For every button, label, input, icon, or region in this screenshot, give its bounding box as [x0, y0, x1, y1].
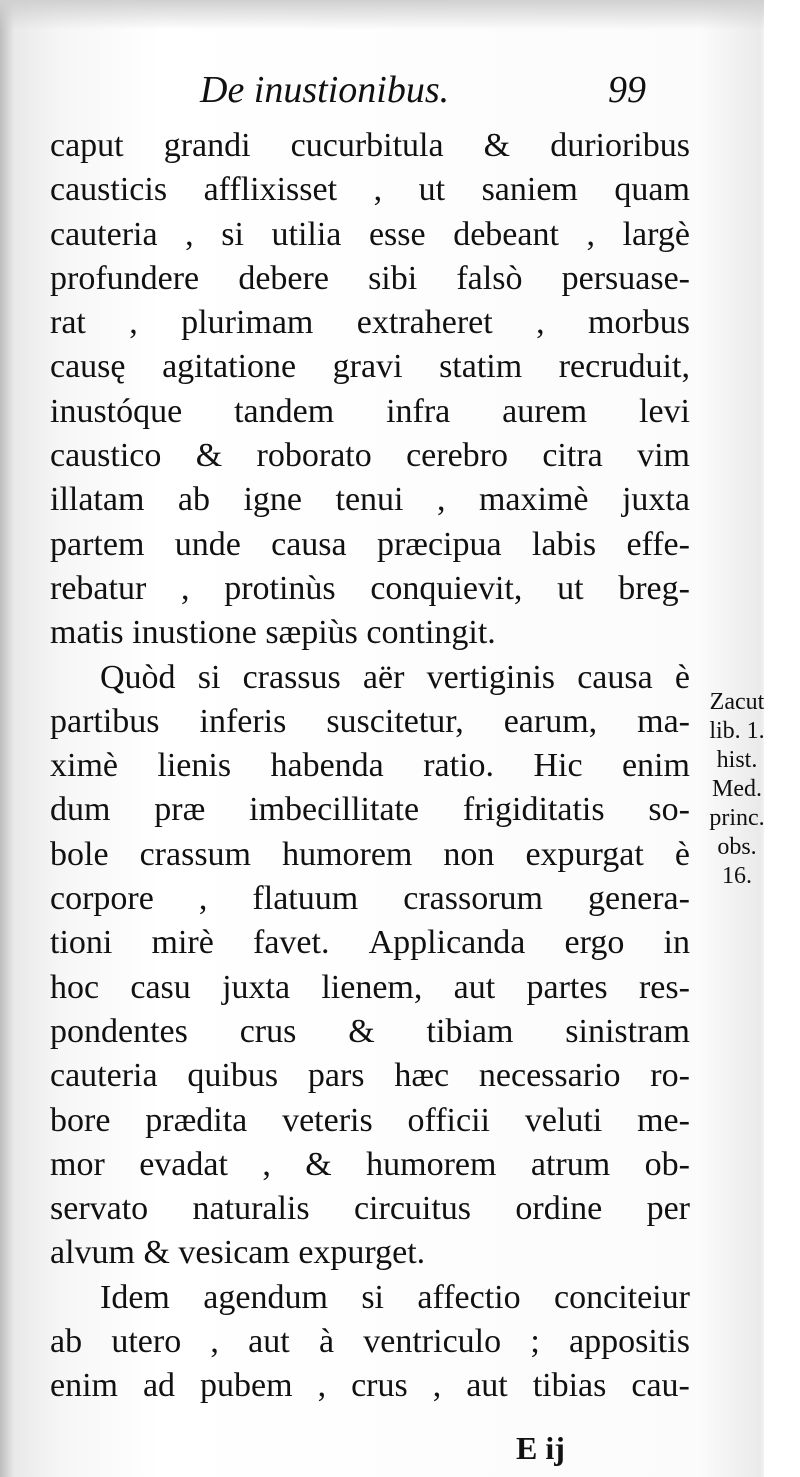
- margin-note-line: Med.: [712, 776, 762, 802]
- text-line: caustico & roborato cerebro citra vim: [50, 437, 690, 475]
- running-title: De inustionibus.: [200, 69, 450, 111]
- text-line: dum præ imbecillitate frigiditatis so-: [50, 791, 690, 829]
- text-line: partibus inferis suscitetur, earum, ma-: [50, 702, 690, 740]
- text-line: Idem agendum si affectio conciteiur: [100, 1278, 690, 1316]
- text-line: tioni mirè favet. Applicanda ergo in: [50, 924, 690, 962]
- text-line: ab utero , aut à ventriculo ; appositis: [50, 1323, 690, 1361]
- text-line: rebatur , protinùs conquievit, ut breg-: [50, 569, 690, 607]
- text-line: bore prædita veteris officii veluti me-: [50, 1101, 690, 1139]
- signature-mark: E ij: [516, 1430, 565, 1466]
- text-line: ximè lienis habenda ratio. Hic enim: [50, 747, 690, 785]
- margin-note-line: obs.: [717, 834, 757, 860]
- margin-note: [702, 688, 772, 891]
- text-line: causticis afflixisset , ut saniem quam: [50, 171, 690, 209]
- text-line: causę agitatione gravi statim recruduit,: [50, 348, 690, 386]
- text-line: rat , plurimam extraheret , morbus: [50, 304, 690, 342]
- text-line: matis inustione sæpiùs contingit.: [50, 614, 496, 652]
- margin-note-line: 16.: [722, 863, 752, 889]
- margin-note-line: Zacut: [709, 689, 765, 715]
- text-line: cauteria , si utilia esse debeant , largè: [50, 215, 690, 253]
- margin-note-line: hist.: [716, 747, 758, 773]
- text-line: hoc casu juxta lienem, aut partes res-: [50, 968, 690, 1006]
- text-line: Quòd si crassus aër vertiginis causa è: [100, 658, 690, 696]
- text-line: bole crassum humorem non expurgat è: [50, 835, 690, 873]
- text-line: caput grandi cucurbitula & durioribus: [50, 127, 690, 164]
- body-text: [50, 124, 690, 1409]
- page-number: 99: [608, 69, 646, 111]
- text-line: illatam ab igne tenui , maximè juxta: [50, 481, 690, 519]
- text-line: corpore , flatuum crassorum genera-: [50, 880, 690, 918]
- margin-note-line: lib. 1.: [709, 718, 765, 744]
- margin-note-line: princ.: [709, 805, 765, 831]
- text-line: partem unde causa præcipua labis effe-: [50, 525, 690, 563]
- text-line: enim ad pubem , crus , aut tibias cau-: [50, 1367, 690, 1405]
- text-line: profundere debere sibi falsò persuase-: [50, 259, 690, 297]
- text-line: inustóque tandem infra aurem levi: [50, 392, 690, 430]
- text-line: servato naturalis circuitus ordine per: [50, 1190, 690, 1228]
- text-line: mor evadat , & humorem atrum ob-: [50, 1145, 690, 1183]
- text-line: alvum & vesicam expurget.: [50, 1234, 426, 1272]
- text-line: pondentes crus & tibiam sinistram: [50, 1012, 690, 1050]
- text-line: cauteria quibus pars hæc necessario ro-: [50, 1057, 690, 1095]
